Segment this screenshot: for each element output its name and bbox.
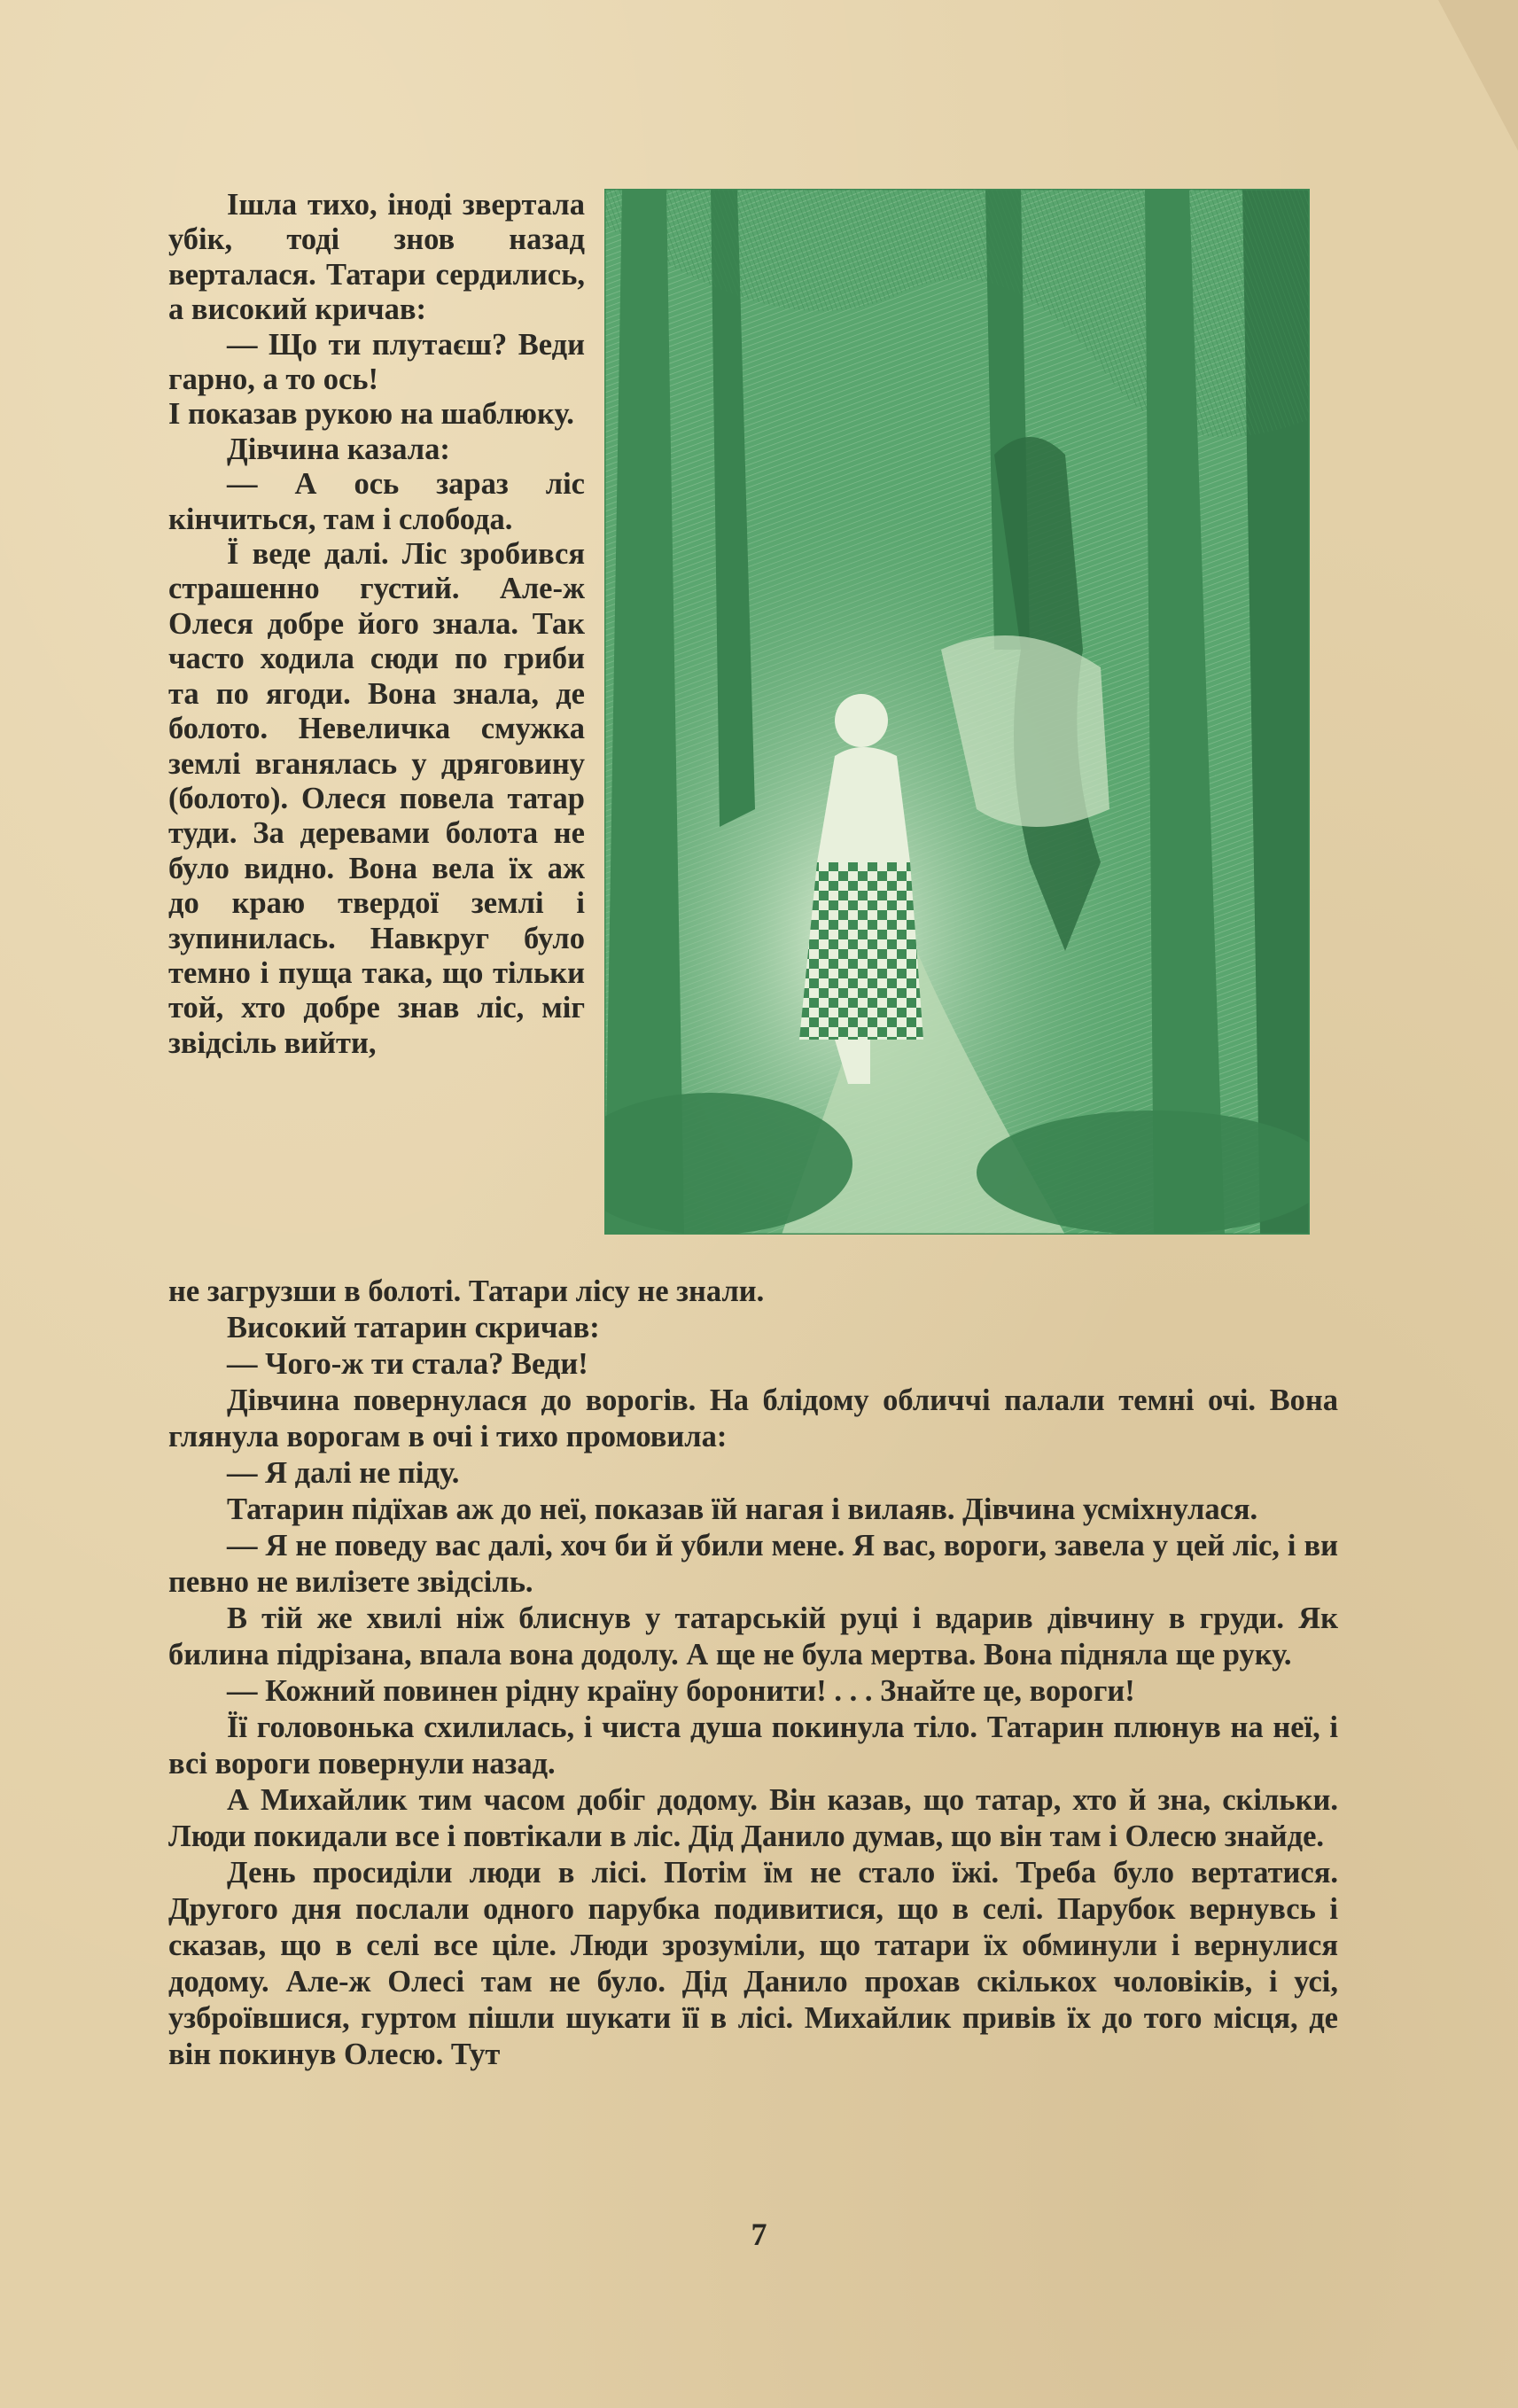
paragraph: І показав рукою на шаблюку. — [168, 397, 574, 432]
paragraph: — А ось зараз ліс кінчиться, там і слобода. — [168, 467, 585, 536]
paragraph-continuation: не загрузши в болоті. Татари лісу не знали. — [168, 1274, 765, 1308]
paragraph: — Кожний повинен рідну країну боронити! . . . Знайте це, вороги! — [227, 1674, 1135, 1708]
paragraph: А Михайлик тим часом добіг додому. Він казав, що татар, хто й зна, скільки. Люди покидали все і повтікали в ліс. Дід Данило думав, що він там і Олесю знайде. — [168, 1783, 1338, 1853]
paragraph: День просиділи люди в лісі. Потім їм не стало їжі. Треба було вертатися. Другого дня послали одного парубка подивитися, що в селі. Парубок вернувсь і сказав, що в селі все ціле. Люди зрозуміли, що татари їх обминули і вернулися додому. Але-ж Олесі там не було. Дід Данило прохав скількох чоловіків, і усі, узброївшися, гуртом пішли шукати її в лісі. Михайлик привів їх до того місця, де він покинув Олесю. Тут — [168, 1856, 1338, 2071]
paragraph: Дівчина казала: — [227, 432, 450, 466]
side-text-column — [168, 188, 585, 1061]
paragraph: — Я не поведу вас далі, хоч би й убили мене. Я вас, вороги, завела у цей ліс, і ви певно не вилізете звідсіль. — [168, 1529, 1338, 1599]
page-number: 7 — [751, 2217, 767, 2252]
paragraph: — Я далі не піду. — [227, 1456, 460, 1490]
paragraph: Ї веде далі. Ліс зробився страшенно густий. Але-ж Олеся добре його знала. Так часто ходила сюди по гриби та по ягоди. Вона знала, де болото. Невеличка смужка землі вганялась у дряговину (болото). Олеся повела татар туди. За деревами болота не було видно. Вона вела їх аж до краю твердої землі і зупинилась. Навкруг було темно і пуща така, що тільки той, хто добре знав ліс, міг звідсіль вийти, — [168, 537, 585, 1060]
page-corner-fold — [1438, 0, 1518, 151]
main-text-column — [168, 1310, 1338, 2073]
paragraph: Ішла тихо, іноді звертала убік, тоді знов назад верталася. Татари сердились, а високий кричав: — [168, 188, 585, 327]
paragraph: — Що ти плутаєш? Веди гарно, а то ось! — [168, 327, 585, 397]
paragraph: Дівчина повернулася до ворогів. На блідому обличчі палали темні очі. Вона глянула ворогам в очі і тихо промовила: — [168, 1383, 1338, 1453]
paragraph: Високий татарин скричав: — [227, 1311, 600, 1344]
engraving-image — [604, 189, 1310, 1235]
paragraph: Її головонька схилилась, і чиста душа покинула тіло. Татарин плюнув на неї, і всі вороги повернули назад. — [168, 1711, 1338, 1781]
forest-illustration — [604, 189, 1310, 1235]
paragraph: В тій же хвилі ніж блиснув у татарській руці і вдарив дівчину в груди. Як билина підрізана, впала вона додолу. А ще не була мертва. Вона підняла ще руку. — [168, 1601, 1338, 1672]
paragraph: — Чого-ж ти стала? Веди! — [227, 1347, 588, 1381]
paragraph: Татарин підїхав аж до неї, показав їй нагая і вилаяв. Дівчина усміхнулася. — [227, 1492, 1258, 1526]
